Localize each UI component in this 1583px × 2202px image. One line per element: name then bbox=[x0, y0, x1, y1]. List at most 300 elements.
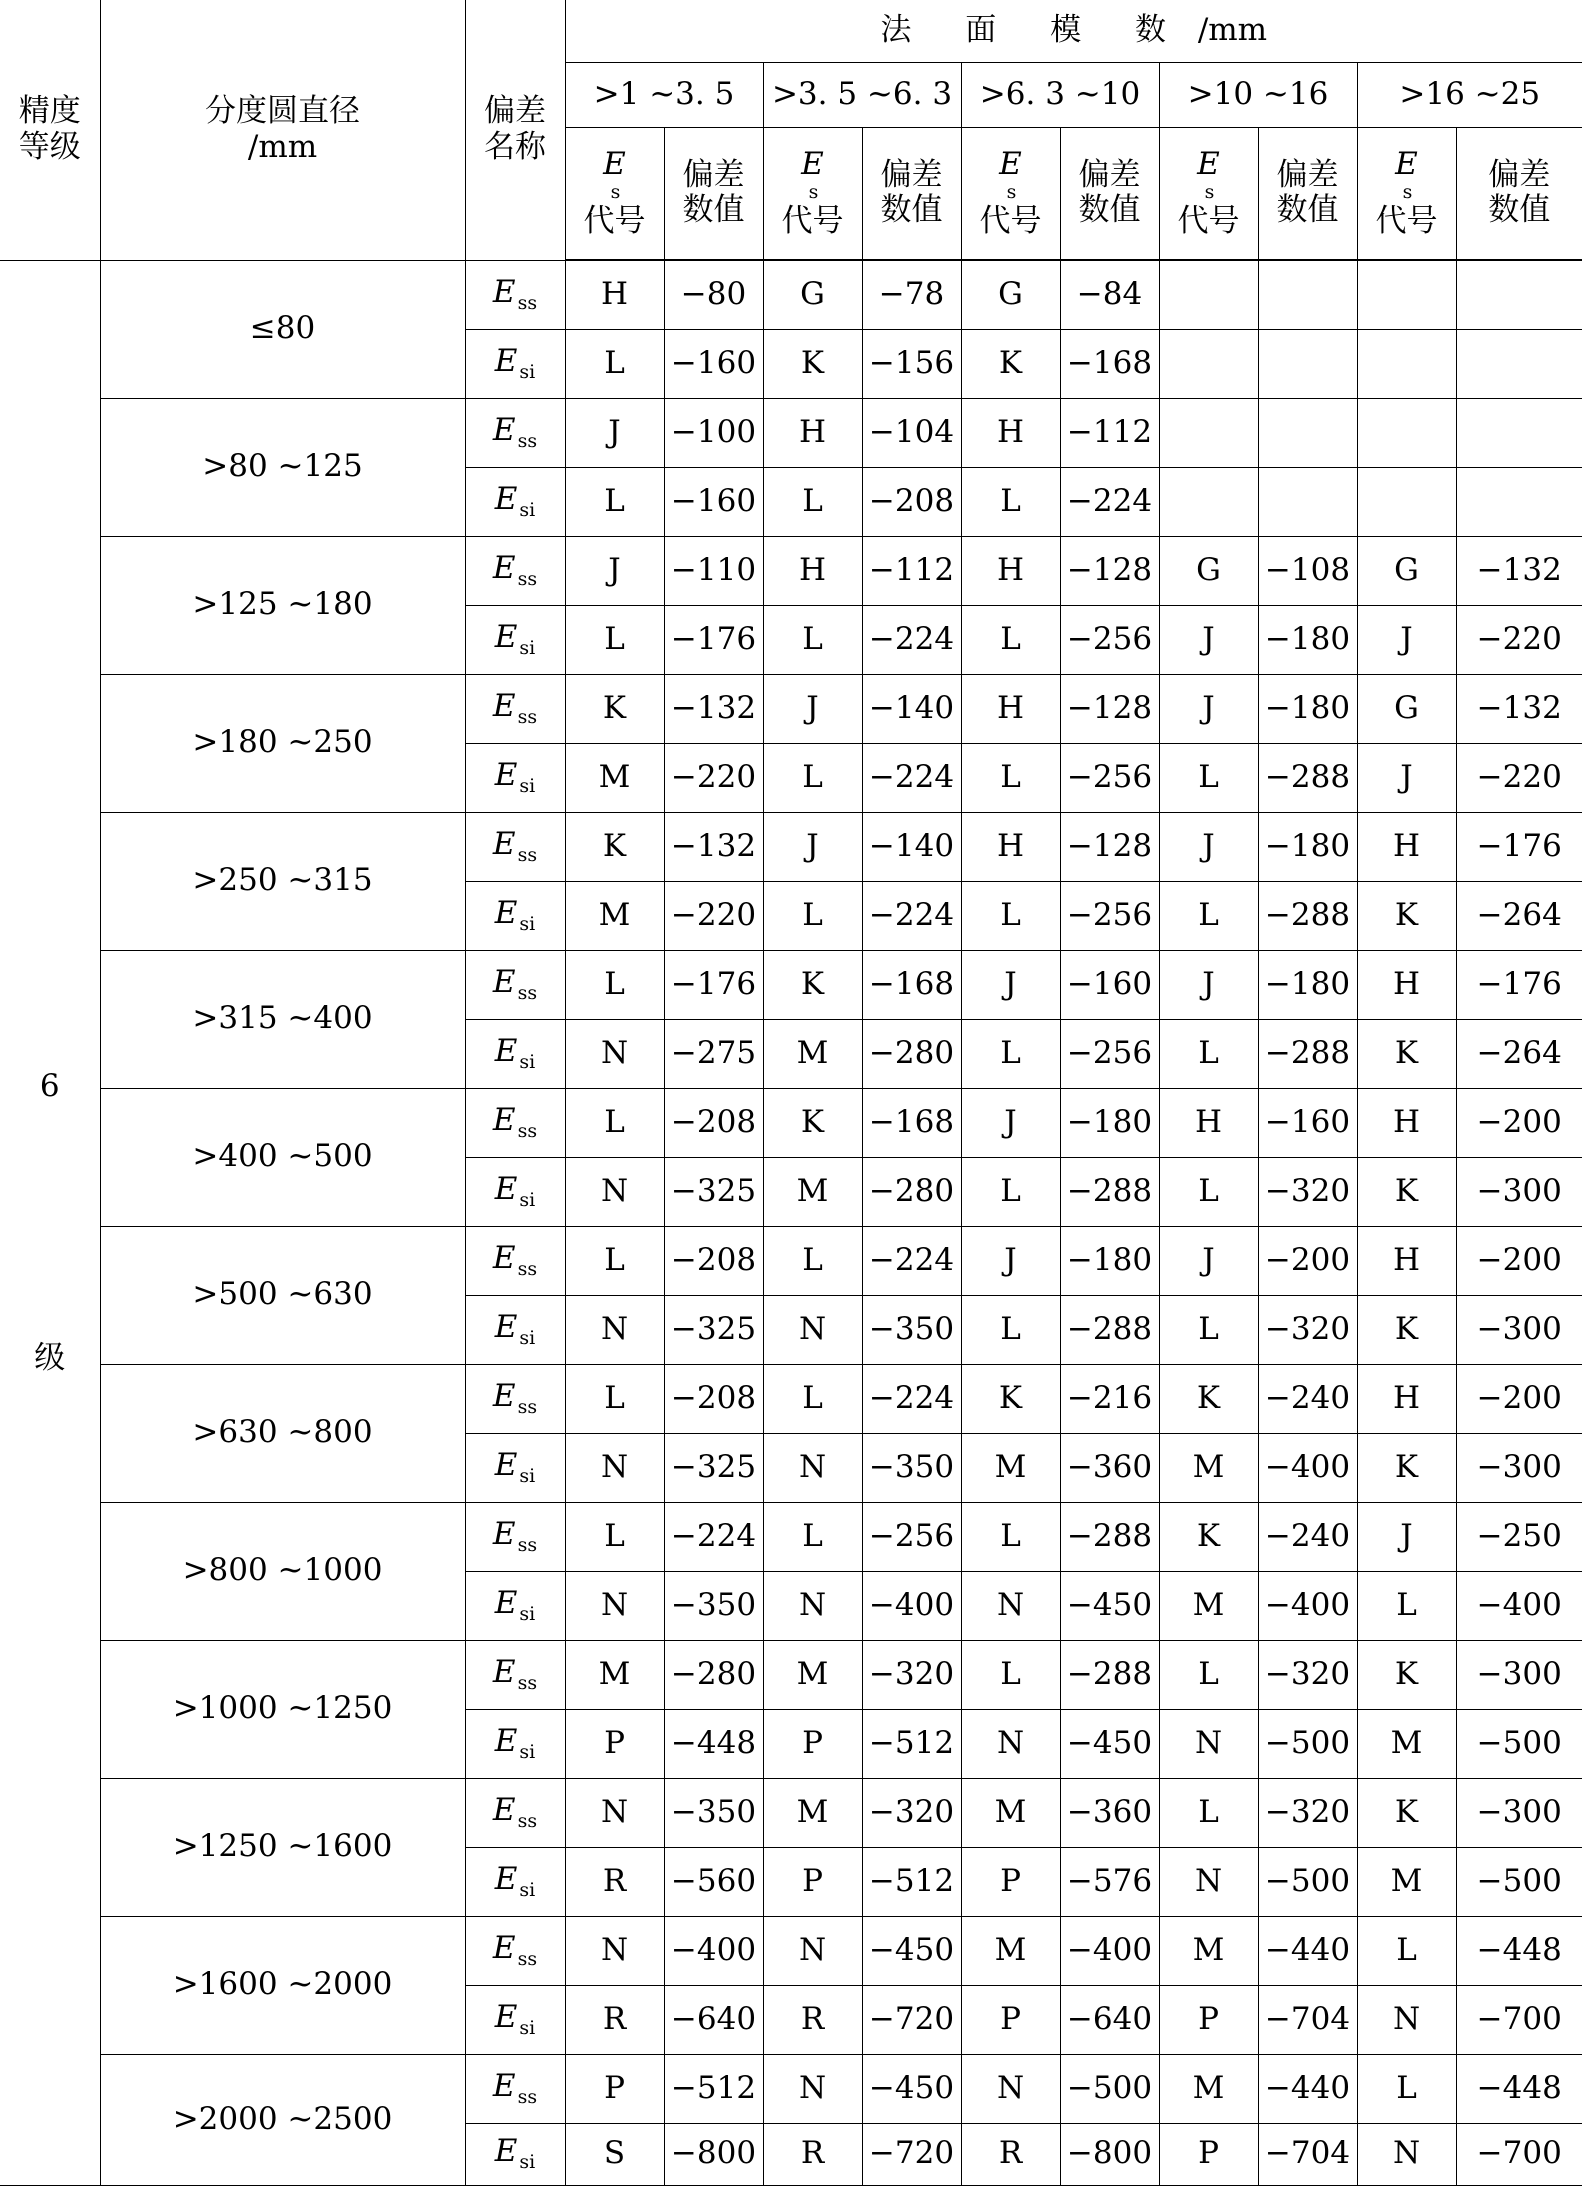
es-code-cell: L bbox=[1357, 1916, 1456, 1985]
es-code-cell: P bbox=[565, 1709, 664, 1778]
deviation-name-si: E $_{si}$ bbox=[465, 1019, 565, 1088]
deviation-value-cell: −200 bbox=[1456, 1364, 1582, 1433]
es-code-cell: P bbox=[1159, 1985, 1258, 2054]
es-code-cell: H bbox=[961, 398, 1060, 467]
deviation-value-cell: −275 bbox=[664, 1019, 763, 1088]
deviation-value-cell: −360 bbox=[1060, 1433, 1159, 1502]
es-code-cell: L bbox=[565, 950, 664, 1019]
deviation-value-cell: −224 bbox=[862, 743, 961, 812]
diameter-range: ≤80 bbox=[100, 260, 465, 398]
es-code-cell bbox=[1357, 260, 1456, 329]
es-code-cell: K bbox=[961, 329, 1060, 398]
deviation-value-cell: −500 bbox=[1456, 1709, 1582, 1778]
deviation-value-cell: −180 bbox=[1060, 1226, 1159, 1295]
es-code-cell: L bbox=[763, 1226, 862, 1295]
deviation-name-ss: E $_{ss}$ bbox=[465, 1226, 565, 1295]
es-code-cell: K bbox=[1357, 1295, 1456, 1364]
deviation-value-cell: −288 bbox=[1258, 743, 1357, 812]
deviation-value-cell: −100 bbox=[664, 398, 763, 467]
deviation-name-ss: E $_{ss}$ bbox=[465, 536, 565, 605]
deviation-value-cell: −440 bbox=[1258, 1916, 1357, 1985]
es-code-header: E s 代号 bbox=[1159, 127, 1258, 260]
es-code-cell: L bbox=[565, 467, 664, 536]
deviation-value-cell: −220 bbox=[1456, 743, 1582, 812]
es-code-cell: M bbox=[1357, 1709, 1456, 1778]
es-code-cell: L bbox=[961, 467, 1060, 536]
deviation-value-cell: −128 bbox=[1060, 536, 1159, 605]
diameter-range: >800 ~1000 bbox=[100, 1502, 465, 1640]
es-code-cell: N bbox=[565, 1157, 664, 1226]
es-code-cell: N bbox=[961, 1571, 1060, 1640]
deviation-value-cell: −160 bbox=[1060, 950, 1159, 1019]
es-code-cell: L bbox=[763, 1502, 862, 1571]
es-code-cell: L bbox=[961, 1157, 1060, 1226]
deviation-value-cell: −448 bbox=[1456, 1916, 1582, 1985]
deviation-value-cell: −176 bbox=[664, 605, 763, 674]
deviation-value-cell: −640 bbox=[664, 1985, 763, 2054]
deviation-value-cell: −160 bbox=[664, 467, 763, 536]
deviation-value-cell: −400 bbox=[1456, 1571, 1582, 1640]
deviation-value-cell: −128 bbox=[1060, 674, 1159, 743]
es-code-cell: L bbox=[565, 329, 664, 398]
deviation-value-cell: −500 bbox=[1258, 1709, 1357, 1778]
deviation-value-cell: −325 bbox=[664, 1433, 763, 1502]
deviation-value-cell: −108 bbox=[1258, 536, 1357, 605]
deviation-value-cell: −288 bbox=[1258, 1019, 1357, 1088]
es-code-cell: L bbox=[1159, 1019, 1258, 1088]
es-code-cell: P bbox=[961, 1847, 1060, 1916]
es-code-header: E s 代号 bbox=[565, 127, 664, 260]
deviation-name-si: E $_{si}$ bbox=[465, 467, 565, 536]
es-code-cell: H bbox=[763, 398, 862, 467]
deviation-value-cell: −448 bbox=[1456, 2054, 1582, 2123]
es-code-cell: K bbox=[1159, 1502, 1258, 1571]
es-code-cell: K bbox=[1357, 881, 1456, 950]
deviation-value-cell: −140 bbox=[862, 812, 961, 881]
es-code-cell: M bbox=[1159, 1916, 1258, 1985]
deviation-value-cell: −132 bbox=[664, 674, 763, 743]
deviation-value-cell: −704 bbox=[1258, 1985, 1357, 2054]
deviation-value-cell: −640 bbox=[1060, 1985, 1159, 2054]
es-code-cell: J bbox=[1357, 743, 1456, 812]
deviation-value-cell: −325 bbox=[664, 1157, 763, 1226]
table-row bbox=[0, 2054, 1582, 2123]
es-code-cell: L bbox=[1159, 881, 1258, 950]
deviation-value-cell: −512 bbox=[862, 1709, 961, 1778]
es-code-cell: K bbox=[763, 329, 862, 398]
es-code-cell: K bbox=[1357, 1640, 1456, 1709]
deviation-value-cell: −180 bbox=[1060, 1088, 1159, 1157]
es-code-cell: G bbox=[763, 260, 862, 329]
deviation-value-cell: −300 bbox=[1456, 1778, 1582, 1847]
es-code-cell: L bbox=[565, 1088, 664, 1157]
es-code-cell: J bbox=[1159, 812, 1258, 881]
deviation-value-cell: −325 bbox=[664, 1295, 763, 1364]
deviation-value-cell: −208 bbox=[664, 1364, 763, 1433]
deviation-value-cell: −128 bbox=[1060, 812, 1159, 881]
deviation-value-cell: −224 bbox=[862, 881, 961, 950]
deviation-value-cell: −512 bbox=[862, 1847, 961, 1916]
deviation-value-cell: −240 bbox=[1258, 1364, 1357, 1433]
deviation-value-cell bbox=[1258, 398, 1357, 467]
diameter-range: >1000 ~1250 bbox=[100, 1640, 465, 1778]
es-code-cell: J bbox=[1159, 605, 1258, 674]
deviation-value-cell: −300 bbox=[1456, 1295, 1582, 1364]
es-code-cell: N bbox=[565, 1433, 664, 1502]
deviation-value-cell: −84 bbox=[1060, 260, 1159, 329]
deviation-value-cell: −720 bbox=[862, 2123, 961, 2185]
deviation-name-si: E $_{si}$ bbox=[465, 1985, 565, 2054]
es-code-cell: J bbox=[763, 812, 862, 881]
deviation-value-cell: −80 bbox=[664, 260, 763, 329]
deviation-value-cell: −250 bbox=[1456, 1502, 1582, 1571]
module-range-5: >16 ~25 bbox=[1357, 62, 1582, 127]
deviation-value-cell: −264 bbox=[1456, 1019, 1582, 1088]
es-code-cell: L bbox=[565, 1502, 664, 1571]
module-header bbox=[565, 0, 1582, 62]
deviation-name-ss: E $_{ss}$ bbox=[465, 1502, 565, 1571]
deviation-value-cell bbox=[1456, 467, 1582, 536]
es-code-cell: H bbox=[1357, 1226, 1456, 1295]
deviation-value-header: 偏差 数值 bbox=[1258, 127, 1357, 260]
deviation-value-cell: −110 bbox=[664, 536, 763, 605]
deviation-value-cell: −288 bbox=[1060, 1157, 1159, 1226]
deviation-value-cell: −280 bbox=[862, 1157, 961, 1226]
es-code-cell: L bbox=[961, 1019, 1060, 1088]
es-code-cell: G bbox=[1159, 536, 1258, 605]
es-code-cell: L bbox=[1159, 1295, 1258, 1364]
deviation-value-cell: −320 bbox=[1258, 1640, 1357, 1709]
es-code-cell: N bbox=[565, 1295, 664, 1364]
module-range-2: >3. 5 ~6. 3 bbox=[763, 62, 961, 127]
deviation-name-si: E $_{si}$ bbox=[465, 329, 565, 398]
es-code-cell: M bbox=[763, 1157, 862, 1226]
es-code-cell: G bbox=[1357, 674, 1456, 743]
deviation-value-cell: −132 bbox=[1456, 674, 1582, 743]
es-code-cell: H bbox=[1159, 1088, 1258, 1157]
deviation-value-cell: −450 bbox=[862, 1916, 961, 1985]
grade-header: 精度 等级 bbox=[0, 0, 100, 260]
es-code-cell: M bbox=[961, 1778, 1060, 1847]
es-code-cell: L bbox=[1357, 1571, 1456, 1640]
deviation-name-si: E $_{si}$ bbox=[465, 2123, 565, 2185]
es-code-cell: N bbox=[1357, 1985, 1456, 2054]
es-code-cell: H bbox=[1357, 1364, 1456, 1433]
es-code-cell: P bbox=[1159, 2123, 1258, 2185]
es-code-cell: K bbox=[1357, 1019, 1456, 1088]
deviation-value-cell: −350 bbox=[862, 1295, 961, 1364]
deviation-name-ss: E $_{ss}$ bbox=[465, 950, 565, 1019]
deviation-value-cell: −256 bbox=[1060, 881, 1159, 950]
es-code-cell: R bbox=[565, 1985, 664, 2054]
es-code-cell: L bbox=[1357, 2054, 1456, 2123]
deviation-value-cell: −720 bbox=[862, 1985, 961, 2054]
es-code-cell: H bbox=[961, 536, 1060, 605]
deviation-name-ss: E $_{ss}$ bbox=[465, 1088, 565, 1157]
deviation-value-cell: −112 bbox=[862, 536, 961, 605]
deviation-name-header: 偏差 名称 bbox=[465, 0, 565, 260]
deviation-value-cell: −288 bbox=[1060, 1502, 1159, 1571]
deviation-name-si: E $_{si}$ bbox=[465, 605, 565, 674]
deviation-value-cell: −400 bbox=[664, 1916, 763, 1985]
module-unit: /mm bbox=[1197, 11, 1268, 48]
deviation-name-ss: E $_{ss}$ bbox=[465, 1640, 565, 1709]
module-range-1: >1 ~3. 5 bbox=[565, 62, 763, 127]
deviation-value-cell: −176 bbox=[1456, 950, 1582, 1019]
deviation-value-cell bbox=[1456, 329, 1582, 398]
deviation-value-cell: −700 bbox=[1456, 1985, 1582, 2054]
table-row bbox=[0, 1640, 1582, 1709]
deviation-value-cell: −224 bbox=[862, 1364, 961, 1433]
deviation-name-si: E $_{si}$ bbox=[465, 1709, 565, 1778]
deviation-value-cell: −400 bbox=[1258, 1571, 1357, 1640]
deviation-value-cell: −220 bbox=[664, 881, 763, 950]
deviation-name-ss: E $_{ss}$ bbox=[465, 2054, 565, 2123]
deviation-value-cell: −256 bbox=[1060, 605, 1159, 674]
es-code-cell: L bbox=[1159, 1157, 1258, 1226]
deviation-value-cell: −400 bbox=[1258, 1433, 1357, 1502]
deviation-value-cell: −300 bbox=[1456, 1157, 1582, 1226]
es-code-header: E s 代号 bbox=[763, 127, 862, 260]
deviation-name-ss: E $_{ss}$ bbox=[465, 1364, 565, 1433]
deviation-value-cell: −400 bbox=[1060, 1916, 1159, 1985]
deviation-value-cell: −440 bbox=[1258, 2054, 1357, 2123]
es-code-cell: N bbox=[763, 2054, 862, 2123]
es-code-cell: M bbox=[763, 1778, 862, 1847]
deviation-value-cell: −180 bbox=[1258, 812, 1357, 881]
es-code-cell: R bbox=[763, 2123, 862, 2185]
es-code-cell: J bbox=[1159, 674, 1258, 743]
diameter-range: >1250 ~1600 bbox=[100, 1778, 465, 1916]
es-code-cell: M bbox=[961, 1433, 1060, 1502]
es-code-cell bbox=[1357, 398, 1456, 467]
es-code-cell: M bbox=[1159, 1571, 1258, 1640]
es-code-cell: K bbox=[763, 1088, 862, 1157]
deviation-name-si: E $_{si}$ bbox=[465, 1295, 565, 1364]
deviation-value-cell: −176 bbox=[664, 950, 763, 1019]
es-code-cell: L bbox=[961, 1640, 1060, 1709]
deviation-value-cell: −180 bbox=[1258, 674, 1357, 743]
es-code-cell: H bbox=[1357, 950, 1456, 1019]
deviation-value-cell bbox=[1258, 260, 1357, 329]
table-row bbox=[0, 1364, 1582, 1433]
deviation-name-ss: E $_{ss}$ bbox=[465, 812, 565, 881]
es-code-cell: M bbox=[1357, 1847, 1456, 1916]
es-code-cell: K bbox=[763, 950, 862, 1019]
table-row bbox=[0, 1778, 1582, 1847]
es-code-cell: M bbox=[1159, 2054, 1258, 2123]
deviation-value-cell: −512 bbox=[664, 2054, 763, 2123]
es-code-cell: J bbox=[961, 1226, 1060, 1295]
deviation-name-si: E $_{si}$ bbox=[465, 881, 565, 950]
deviation-value-cell: −180 bbox=[1258, 605, 1357, 674]
deviation-value-cell: −216 bbox=[1060, 1364, 1159, 1433]
es-code-header: E s 代号 bbox=[961, 127, 1060, 260]
es-code-cell: H bbox=[961, 812, 1060, 881]
deviation-value-header: 偏差 数值 bbox=[862, 127, 961, 260]
es-code-cell: K bbox=[1357, 1157, 1456, 1226]
es-code-cell: J bbox=[565, 398, 664, 467]
es-code-cell: N bbox=[961, 2054, 1060, 2123]
es-code-cell bbox=[1159, 398, 1258, 467]
deviation-value-cell: −320 bbox=[1258, 1295, 1357, 1364]
es-code-cell: K bbox=[565, 812, 664, 881]
es-code-cell: M bbox=[1159, 1433, 1258, 1502]
deviation-value-cell: −256 bbox=[1060, 743, 1159, 812]
deviation-name-ss: E $_{ss}$ bbox=[465, 1916, 565, 1985]
es-code-cell: P bbox=[763, 1847, 862, 1916]
deviation-value-cell: −500 bbox=[1258, 1847, 1357, 1916]
es-code-cell: J bbox=[1159, 950, 1258, 1019]
deviation-value-cell: −288 bbox=[1060, 1295, 1159, 1364]
deviation-name-si: E $_{si}$ bbox=[465, 1847, 565, 1916]
es-code-cell: L bbox=[763, 467, 862, 536]
deviation-value-cell: −224 bbox=[862, 605, 961, 674]
deviation-value-cell: −800 bbox=[664, 2123, 763, 2185]
es-code-cell: R bbox=[565, 1847, 664, 1916]
es-code-cell: L bbox=[961, 743, 1060, 812]
es-code-cell: M bbox=[565, 743, 664, 812]
es-code-cell: P bbox=[763, 1709, 862, 1778]
es-code-cell: N bbox=[565, 1571, 664, 1640]
deviation-value-cell bbox=[1456, 260, 1582, 329]
diameter-range: >180 ~250 bbox=[100, 674, 465, 812]
deviation-value-cell: −700 bbox=[1456, 2123, 1582, 2185]
deviation-value-cell: −288 bbox=[1258, 881, 1357, 950]
deviation-value-cell: −350 bbox=[862, 1433, 961, 1502]
diameter-range: >1600 ~2000 bbox=[100, 1916, 465, 2054]
deviation-value-cell: −78 bbox=[862, 260, 961, 329]
deviation-value-cell: −240 bbox=[1258, 1502, 1357, 1571]
deviation-value-cell: −576 bbox=[1060, 1847, 1159, 1916]
diameter-range: >630 ~800 bbox=[100, 1364, 465, 1502]
deviation-value-cell: −224 bbox=[1060, 467, 1159, 536]
es-code-cell: K bbox=[961, 1364, 1060, 1433]
deviation-name-ss: E $_{ss}$ bbox=[465, 1778, 565, 1847]
deviation-value-cell: −704 bbox=[1258, 2123, 1357, 2185]
es-code-cell: K bbox=[1357, 1778, 1456, 1847]
table-row bbox=[0, 1916, 1582, 1985]
es-code-cell: G bbox=[1357, 536, 1456, 605]
deviation-value-header: 偏差 数值 bbox=[1060, 127, 1159, 260]
grade-cell: 6 级 bbox=[0, 260, 100, 2185]
es-code-cell: L bbox=[763, 605, 862, 674]
deviation-value-cell: −320 bbox=[862, 1778, 961, 1847]
deviation-value-cell: −450 bbox=[1060, 1571, 1159, 1640]
module-range-3: >6. 3 ~10 bbox=[961, 62, 1159, 127]
deviation-value-cell: −400 bbox=[862, 1571, 961, 1640]
table-row bbox=[0, 1502, 1582, 1571]
diameter-range: >250 ~315 bbox=[100, 812, 465, 950]
es-code-cell: N bbox=[1159, 1847, 1258, 1916]
deviation-value-cell: −180 bbox=[1258, 950, 1357, 1019]
es-code-cell: N bbox=[1159, 1709, 1258, 1778]
es-code-cell: J bbox=[1357, 605, 1456, 674]
deviation-value-cell: −200 bbox=[1258, 1226, 1357, 1295]
es-code-cell: M bbox=[763, 1640, 862, 1709]
deviation-value-cell: −320 bbox=[862, 1640, 961, 1709]
deviation-value-cell: −300 bbox=[1456, 1640, 1582, 1709]
es-code-cell: L bbox=[961, 605, 1060, 674]
es-code-cell: L bbox=[1159, 743, 1258, 812]
deviation-value-cell: −256 bbox=[862, 1502, 961, 1571]
deviation-value-cell: −104 bbox=[862, 398, 961, 467]
es-code-cell: N bbox=[1357, 2123, 1456, 2185]
es-code-cell: H bbox=[1357, 812, 1456, 881]
diameter-range: >315 ~400 bbox=[100, 950, 465, 1088]
es-code-cell: L bbox=[565, 605, 664, 674]
diameter-range: >400 ~500 bbox=[100, 1088, 465, 1226]
es-code-cell: N bbox=[565, 1916, 664, 1985]
es-code-cell: N bbox=[763, 1916, 862, 1985]
es-code-cell: M bbox=[763, 1019, 862, 1088]
deviation-value-cell: −132 bbox=[1456, 536, 1582, 605]
module-title: 法 面 模 数 bbox=[880, 11, 1188, 48]
es-code-cell: H bbox=[961, 674, 1060, 743]
deviation-value-cell: −156 bbox=[862, 329, 961, 398]
deviation-value-cell: −200 bbox=[1456, 1088, 1582, 1157]
es-code-cell: L bbox=[763, 881, 862, 950]
diameter-range: >500 ~630 bbox=[100, 1226, 465, 1364]
deviation-name-ss: E $_{ss}$ bbox=[465, 260, 565, 329]
es-code-cell: H bbox=[763, 536, 862, 605]
deviation-value-cell: −500 bbox=[1456, 1847, 1582, 1916]
es-code-cell: L bbox=[565, 1226, 664, 1295]
deviation-value-cell: −220 bbox=[664, 743, 763, 812]
es-code-cell: L bbox=[763, 1364, 862, 1433]
es-code-cell: J bbox=[1159, 1226, 1258, 1295]
es-code-cell: N bbox=[961, 1709, 1060, 1778]
deviation-value-cell: −208 bbox=[664, 1088, 763, 1157]
deviation-value-header: 偏差 数值 bbox=[664, 127, 763, 260]
es-code-cell bbox=[1357, 329, 1456, 398]
table-row bbox=[0, 1088, 1582, 1157]
deviation-value-cell: −300 bbox=[1456, 1433, 1582, 1502]
deviation-value-cell: −450 bbox=[1060, 1709, 1159, 1778]
es-code-cell: N bbox=[763, 1295, 862, 1364]
es-code-cell: G bbox=[961, 260, 1060, 329]
table-row bbox=[0, 260, 1582, 329]
es-code-cell bbox=[1357, 467, 1456, 536]
deviation-value-cell: −320 bbox=[1258, 1778, 1357, 1847]
deviation-value-cell: −176 bbox=[1456, 812, 1582, 881]
es-code-cell: R bbox=[763, 1985, 862, 2054]
es-code-cell: J bbox=[961, 1088, 1060, 1157]
deviation-value-cell: −168 bbox=[862, 1088, 961, 1157]
deviation-value-cell: −168 bbox=[862, 950, 961, 1019]
deviation-value-cell: −224 bbox=[664, 1502, 763, 1571]
table-row bbox=[0, 536, 1582, 605]
es-code-cell: N bbox=[763, 1433, 862, 1502]
deviation-name-si: E $_{si}$ bbox=[465, 1571, 565, 1640]
deviation-value-cell: −450 bbox=[862, 2054, 961, 2123]
deviation-value-cell: −208 bbox=[862, 467, 961, 536]
table-row bbox=[0, 674, 1582, 743]
deviation-value-cell: −160 bbox=[664, 329, 763, 398]
es-code-cell: H bbox=[565, 260, 664, 329]
es-code-cell: J bbox=[961, 950, 1060, 1019]
deviation-value-cell: −280 bbox=[862, 1019, 961, 1088]
es-code-cell bbox=[1159, 329, 1258, 398]
deviation-value-cell: −350 bbox=[664, 1571, 763, 1640]
table-row bbox=[0, 812, 1582, 881]
deviation-value-cell: −320 bbox=[1258, 1157, 1357, 1226]
deviation-value-cell: −200 bbox=[1456, 1226, 1582, 1295]
es-code-cell: N bbox=[565, 1019, 664, 1088]
deviation-value-cell: −168 bbox=[1060, 329, 1159, 398]
es-code-header: E s 代号 bbox=[1357, 127, 1456, 260]
es-code-cell: J bbox=[565, 536, 664, 605]
